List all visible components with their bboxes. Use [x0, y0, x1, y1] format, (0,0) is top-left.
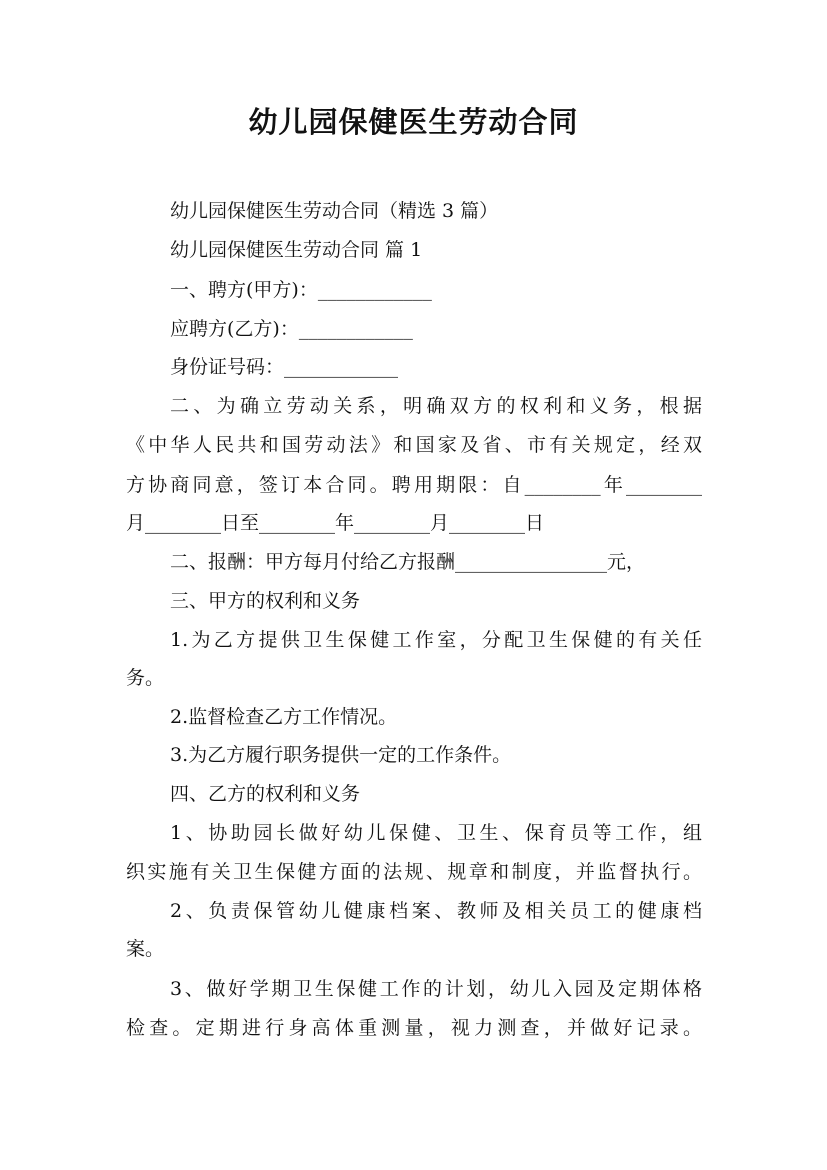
party-a-item-1-line-1: 1.为乙方提供卫生保健工作室，分配卫生保健的有关任 — [170, 629, 702, 651]
clause-two-line-1: 二、为确立劳动关系，明确双方的权利和义务，根据 — [170, 395, 702, 417]
party-b-item-2-line-1: 2、负责保管幼儿健康档案、教师及相关员工的健康档 — [170, 900, 702, 922]
clause-two-line-2: 《中华人民共和国劳动法》和国家及省、市有关规定，经双 — [126, 434, 702, 456]
clause-two-line-4: 月________日至________年________月________日 — [126, 512, 545, 534]
id-number-field: 身份证号码：____________ — [170, 356, 399, 378]
party-b-item-1-line-1: 1、协助园长做好幼儿保健、卫生、保育员等工作，组 — [170, 822, 702, 844]
employee-party-field: 应聘方(乙方)：____________ — [170, 318, 413, 340]
party-b-item-3-line-2: 检查。定期进行身高体重测量，视力测查，并做好记录。 — [126, 1017, 702, 1039]
clause-two-line-3: 方协商同意，签订本合同。聘用期限：自________年________ — [126, 474, 702, 496]
party-b-item-3-line-1: 3、做好学期卫生保健工作的计划，幼儿入园及定期体格 — [170, 978, 702, 1000]
party-a-item-2: 2.监督检查乙方工作情况。 — [170, 706, 398, 728]
party-b-item-1-line-2: 织实施有关卫生保健方面的法规、规章和制度，并监督执行。 — [126, 861, 702, 883]
party-a-item-3: 3.为乙方履行职务提供一定的工作条件。 — [170, 744, 512, 766]
document-title: 幼儿园保健医生劳动合同 — [248, 105, 579, 139]
section-heading-part-1: 幼儿园保健医生劳动合同 篇 1 — [170, 239, 423, 261]
section-four-heading: 四、乙方的权利和义务 — [170, 783, 361, 805]
party-b-item-2-line-2: 案。 — [126, 938, 165, 960]
party-a-item-1-line-2: 务。 — [126, 667, 165, 689]
remuneration-clause: 二、报酬：甲方每月付给乙方报酬________________元， — [170, 551, 646, 573]
section-three-heading: 三、甲方的权利和义务 — [170, 590, 361, 612]
subtitle-selected-count: 幼儿园保健医生劳动合同（精选 3 篇） — [170, 200, 499, 222]
employer-party-field: 一、聘方(甲方)：____________ — [170, 279, 432, 301]
